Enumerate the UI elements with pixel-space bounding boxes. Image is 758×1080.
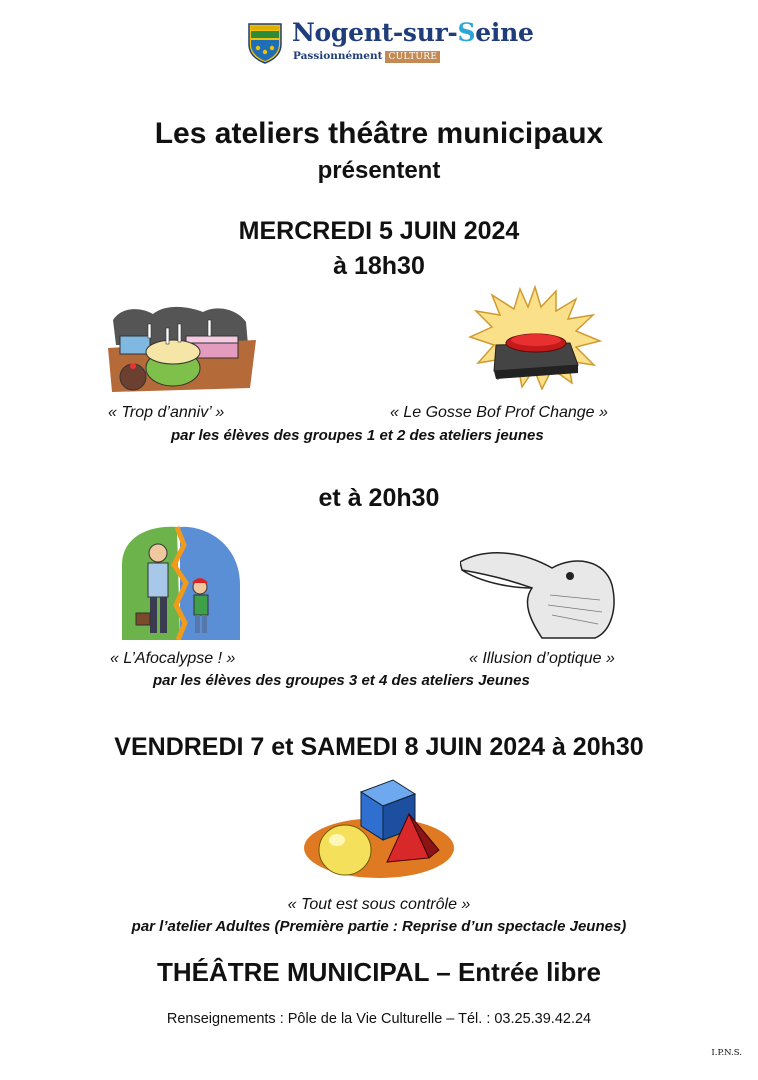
- ipns-notice: I.P.N.S.: [711, 1048, 742, 1058]
- page-title: Les ateliers théâtre municipaux: [154, 117, 604, 150]
- play-title-tout-est-sous-controle: « Tout est sous contrôle »: [287, 896, 471, 913]
- geometric-shapes-icon: [303, 778, 455, 880]
- birthday-cake-icon: [108, 300, 258, 395]
- play-title-le-gosse-bof: « Le Gosse Bof Prof Change »: [390, 404, 608, 421]
- city-tagline: Passionnément CULTURE: [293, 50, 440, 63]
- red-button-icon: [468, 285, 603, 390]
- play-title-lafocalypse: « L’Afocalypse ! »: [110, 650, 236, 667]
- session1-time: à 18h30: [333, 252, 425, 280]
- venue-line: THÉÂTRE MUNICIPAL – Entrée libre: [157, 957, 601, 987]
- adult-and-child-icon: [122, 525, 240, 640]
- culture-badge: CULTURE: [385, 51, 440, 63]
- play-title-illusion-doptique: « Illusion d’optique »: [469, 650, 615, 667]
- contact-info: Renseignements : Pôle de la Vie Culturelle – Tél. : 03.25.39.42.24: [166, 1011, 592, 1027]
- session1-credit: par les élèves des groupes 1 et 2 des ateliers jeunes: [171, 427, 544, 444]
- city-name: Nogent-sur-Seine: [292, 18, 534, 47]
- play-title-trop-danniv: « Trop d’anniv’ »: [108, 404, 225, 421]
- page-subtitle: présentent: [317, 157, 441, 184]
- duck-rabbit-icon: [460, 540, 615, 640]
- session3-date: VENDREDI 7 et SAMEDI 8 JUIN 2024 à 20h30: [114, 733, 644, 761]
- session1-date: MERCREDI 5 JUIN 2024: [238, 217, 520, 245]
- session2-credit: par les élèves des groupes 3 et 4 des ateliers Jeunes: [153, 672, 530, 689]
- city-crest-icon: [247, 22, 283, 64]
- session2-time: et à 20h30: [318, 484, 440, 512]
- session3-credit: par l’atelier Adultes (Première partie : Reprise d’un spectacle Jeunes): [131, 918, 627, 935]
